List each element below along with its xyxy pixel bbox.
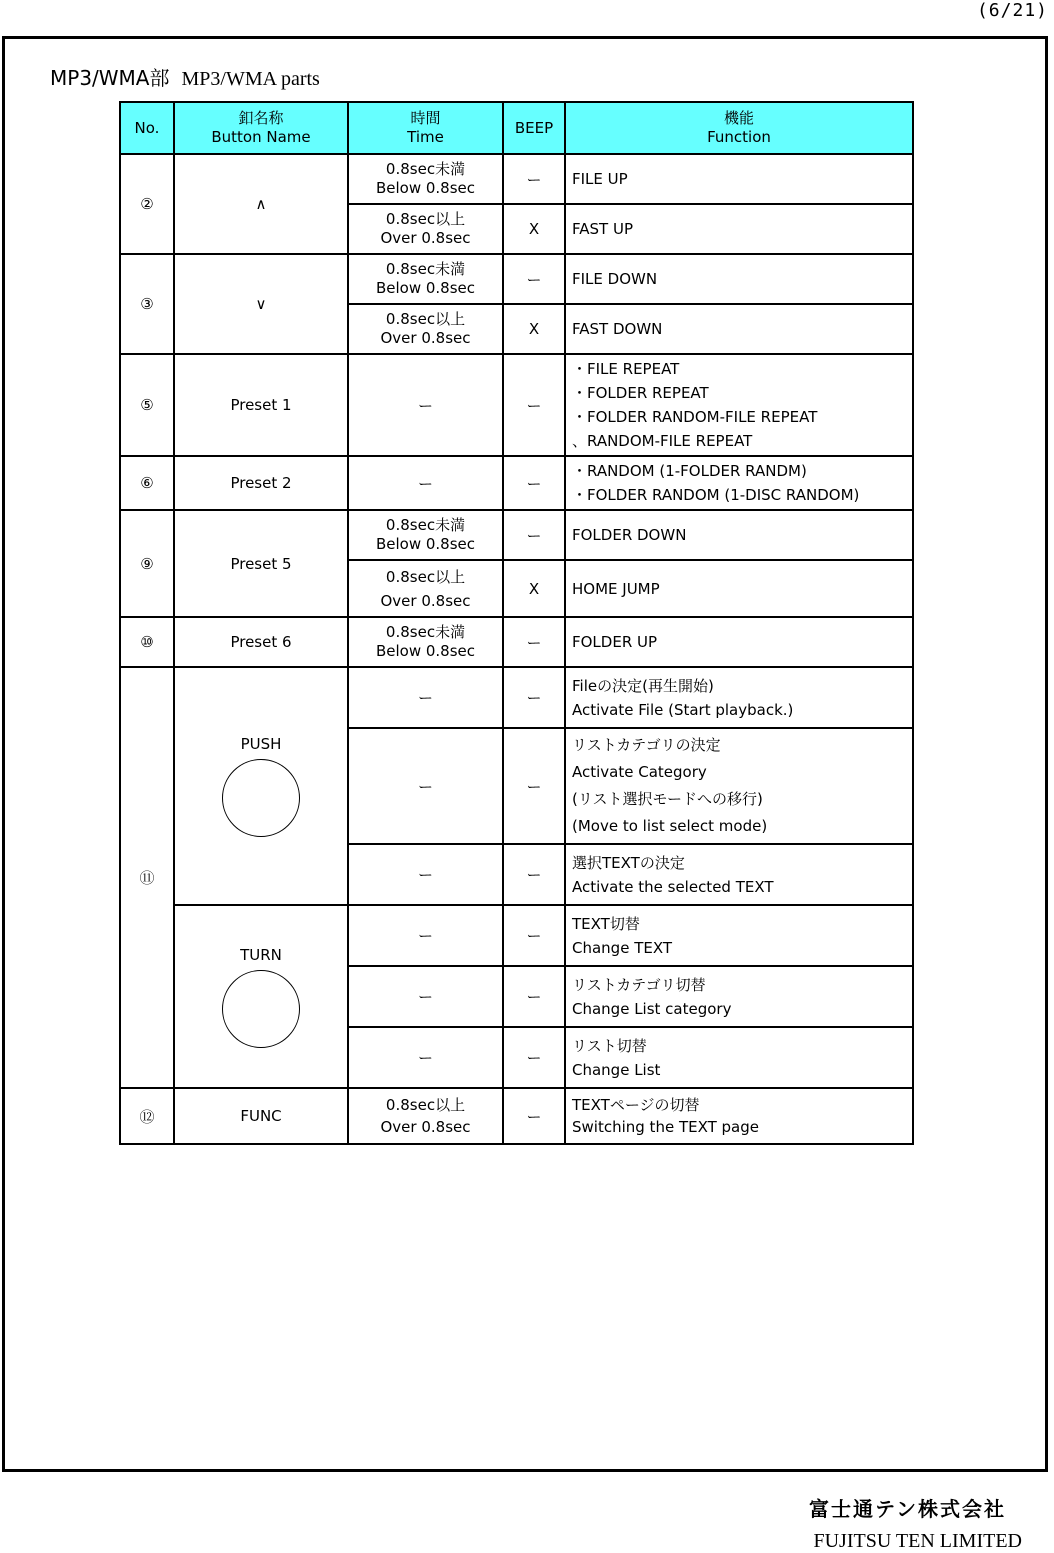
row-number: ⑪: [120, 667, 174, 1088]
function-line: ・FOLDER REPEAT: [572, 384, 709, 402]
time-en: Over 0.8sec: [380, 329, 471, 347]
time-cell: ー: [348, 728, 503, 844]
beep-cell: ー: [503, 154, 565, 204]
function-cell: HOME JUMP: [565, 560, 913, 617]
company-name-en: FUJITSU TEN LIMITED: [813, 1530, 1022, 1552]
row-number: ⑥: [120, 456, 174, 510]
table-row: [120, 905, 913, 966]
function-line: 選択TEXTの決定: [572, 853, 685, 872]
button-name: FUNC: [174, 1088, 348, 1144]
time-cell: ー: [348, 456, 503, 510]
time-cell: [348, 204, 503, 254]
function-line: Activate Category: [572, 763, 707, 781]
function-line: ・RANDOM (1-FOLDER RANDM): [572, 462, 807, 480]
turn-knob-cell: [174, 905, 348, 1088]
push-knob-icon: [222, 759, 300, 837]
row-number: ⑫: [120, 1088, 174, 1144]
time-cell: [348, 510, 503, 560]
function-cell: [565, 354, 913, 456]
function-cell: FOLDER UP: [565, 617, 913, 667]
header-button-name: [174, 102, 348, 154]
function-cell: [565, 966, 913, 1027]
turn-label: TURN: [240, 945, 282, 964]
beep-cell: ー: [503, 905, 565, 966]
time-en: Below 0.8sec: [375, 179, 476, 197]
beep-cell: ー: [503, 966, 565, 1027]
function-line: (Move to list select mode): [572, 817, 768, 835]
function-line: (リスト選択モードへの移行): [572, 790, 763, 808]
section-title: [50, 62, 320, 91]
push-knob-cell: [174, 667, 348, 905]
function-line: ・FOLDER RANDOM (1-DISC RANDOM): [572, 486, 860, 504]
header-function-jp: 機能: [723, 109, 754, 127]
function-line: Change List: [572, 1060, 661, 1079]
header-beep: BEEP: [503, 102, 565, 154]
time-jp: 0.8sec未満: [385, 623, 466, 641]
row-number: ⑤: [120, 354, 174, 456]
time-cell: [348, 560, 503, 617]
beep-cell: ー: [503, 456, 565, 510]
function-line: Fileの決定(再生開始): [572, 676, 714, 695]
beep-cell: ー: [503, 354, 565, 456]
page-number: (6/21): [976, 0, 1048, 21]
time-cell: ー: [348, 966, 503, 1027]
function-cell: FILE DOWN: [565, 254, 913, 304]
function-line: リスト切替: [572, 1036, 647, 1055]
time-cell: ー: [348, 905, 503, 966]
time-cell: [348, 304, 503, 354]
time-jp: 0.8sec未満: [385, 160, 466, 178]
beep-cell: ー: [503, 510, 565, 560]
time-en: Over 0.8sec: [380, 229, 471, 247]
time-jp: 0.8sec以上: [385, 1096, 466, 1114]
button-function-table: [119, 101, 914, 1145]
time-jp: 0.8sec以上: [385, 567, 466, 586]
function-line: Change TEXT: [572, 938, 673, 957]
section-title-en: MP3/WMA parts: [181, 68, 320, 90]
time-en: Below 0.8sec: [375, 279, 476, 297]
header-no: No.: [120, 102, 174, 154]
time-cell: [348, 154, 503, 204]
row-number: ⑨: [120, 510, 174, 617]
table-row: [120, 154, 913, 204]
table-row: [120, 510, 913, 560]
function-line: ・FILE REPEAT: [572, 360, 680, 378]
header-button-en: Button Name: [211, 128, 311, 146]
time-cell: ー: [348, 1027, 503, 1088]
beep-cell: ー: [503, 844, 565, 905]
button-name: Preset 5: [174, 510, 348, 617]
beep-cell: ー: [503, 667, 565, 728]
header-function: [565, 102, 913, 154]
beep-cell: ー: [503, 1027, 565, 1088]
function-line: Activate the selected TEXT: [572, 877, 774, 896]
button-name: Preset 2: [174, 456, 348, 510]
function-cell: [565, 1088, 913, 1144]
company-name-jp: 富士通テン株式会社: [809, 1497, 1006, 1521]
beep-cell: ー: [503, 1088, 565, 1144]
time-en: Over 0.8sec: [380, 591, 471, 610]
turn-knob-icon: [222, 970, 300, 1048]
header-button-jp: 釦名称: [238, 109, 284, 127]
table-row: [120, 254, 913, 304]
function-cell: [565, 905, 913, 966]
time-en: Below 0.8sec: [375, 642, 476, 660]
beep-cell: X: [503, 560, 565, 617]
time-jp: 0.8sec未満: [385, 260, 466, 278]
function-cell: FOLDER DOWN: [565, 510, 913, 560]
time-en: Below 0.8sec: [375, 535, 476, 553]
row-number: ⑩: [120, 617, 174, 667]
function-cell: FAST UP: [565, 204, 913, 254]
header-time: [348, 102, 503, 154]
function-cell: [565, 1027, 913, 1088]
function-line: Activate File (Start playback.): [572, 700, 794, 719]
header-time-jp: 時間: [410, 109, 441, 127]
function-line: ・FOLDER RANDOM-FILE REPEAT: [572, 408, 818, 426]
time-cell: ー: [348, 667, 503, 728]
table-row: [120, 1088, 913, 1144]
table-row: [120, 354, 913, 456]
time-cell: [348, 1088, 503, 1144]
button-name: Preset 6: [174, 617, 348, 667]
time-en: Over 0.8sec: [380, 1118, 471, 1136]
push-label: PUSH: [240, 735, 282, 753]
function-line: Switching the TEXT page: [572, 1118, 759, 1136]
function-line: リストカテゴリ切替: [572, 975, 706, 994]
table-row: [120, 667, 913, 728]
button-name: ∧: [174, 154, 348, 254]
function-cell: [565, 667, 913, 728]
row-number: ②: [120, 154, 174, 254]
beep-cell: ー: [503, 617, 565, 667]
function-cell: FILE UP: [565, 154, 913, 204]
beep-cell: ー: [503, 728, 565, 844]
beep-cell: X: [503, 204, 565, 254]
time-cell: [348, 617, 503, 667]
function-line: 、RANDOM-FILE REPEAT: [572, 432, 753, 450]
time-cell: ー: [348, 844, 503, 905]
function-cell: [565, 456, 913, 510]
header-row: [120, 102, 913, 154]
time-jp: 0.8sec未満: [385, 516, 466, 534]
function-line: Change List category: [572, 999, 732, 1018]
header-time-en: Time: [407, 128, 444, 146]
button-name: Preset 1: [174, 354, 348, 456]
time-jp: 0.8sec以上: [385, 210, 466, 228]
function-cell: [565, 844, 913, 905]
table-row: [120, 617, 913, 667]
header-function-en: Function: [707, 128, 771, 146]
function-cell: [565, 728, 913, 844]
row-number: ③: [120, 254, 174, 354]
function-cell: FAST DOWN: [565, 304, 913, 354]
section-title-jp: MP3/WMA部: [50, 66, 170, 90]
beep-cell: X: [503, 304, 565, 354]
time-cell: [348, 254, 503, 304]
function-line: TEXTページの切替: [572, 1096, 700, 1114]
button-name: ∨: [174, 254, 348, 354]
beep-cell: ー: [503, 254, 565, 304]
function-line: TEXT切替: [572, 914, 640, 933]
time-cell: ー: [348, 354, 503, 456]
table-row: [120, 456, 913, 510]
time-jp: 0.8sec以上: [385, 310, 466, 328]
function-line: リストカテゴリの決定: [572, 736, 721, 754]
